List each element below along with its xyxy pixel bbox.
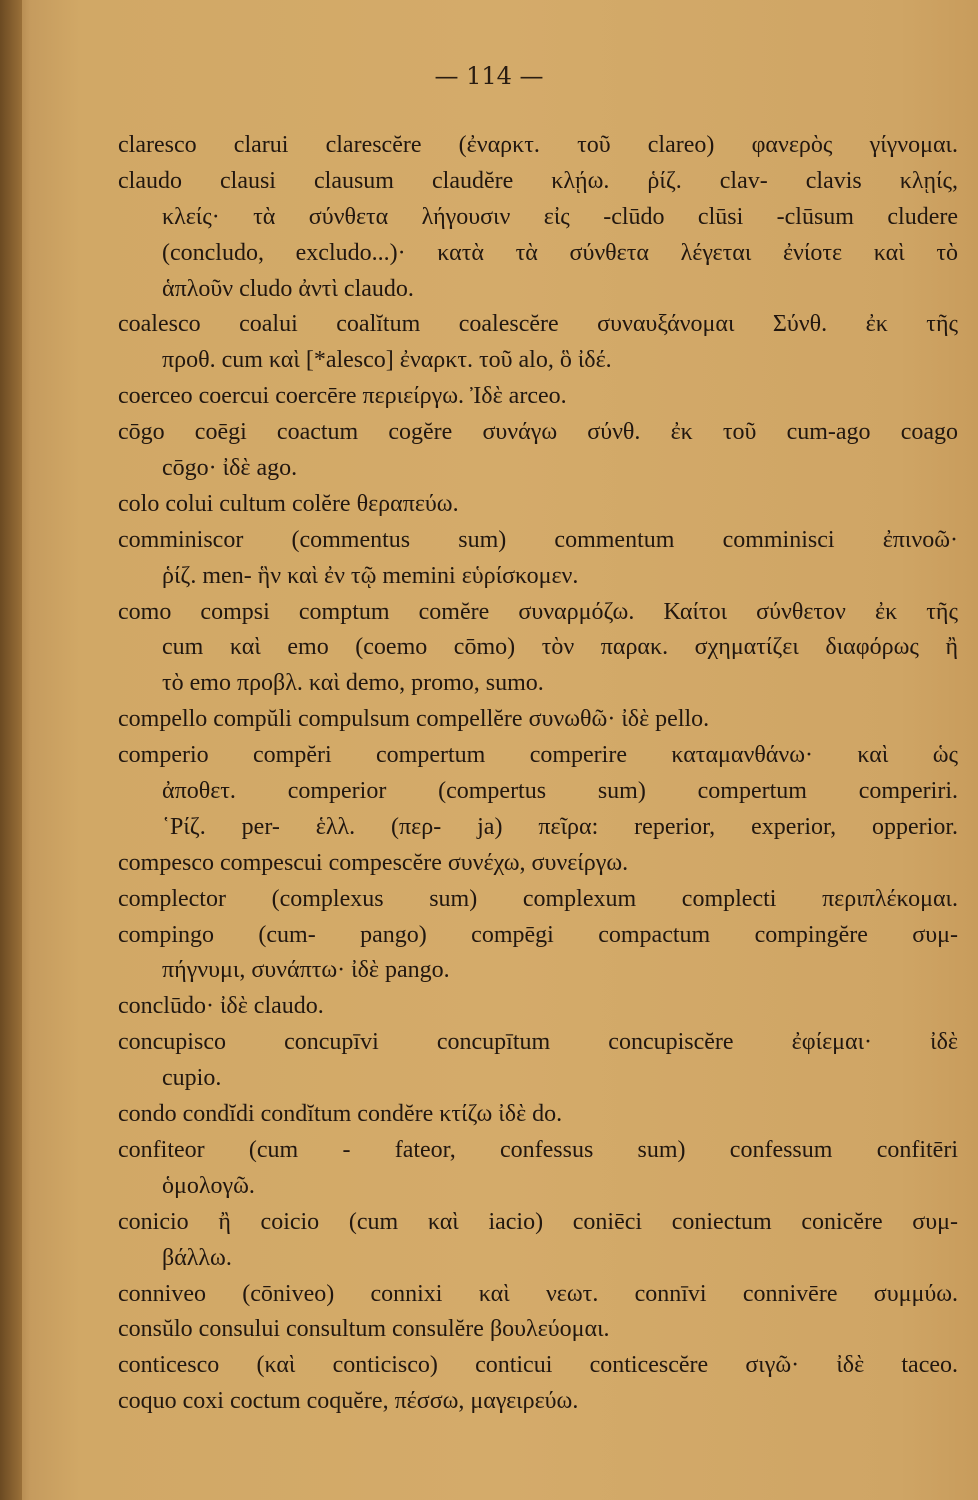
- text-line: conticesco (καὶ conticisco) conticui conticescĕre σιγῶ· ἰδὲ taceo.: [118, 1352, 958, 1379]
- text-line: compello compŭli compulsum compellĕre συνωθῶ· ἰδὲ pello.: [118, 706, 710, 733]
- text-line: ῥίζ. men- ἣν καὶ ἐν τῷ memini εὑρίσκομεν.: [162, 562, 579, 589]
- text-line: cōgo· ἰδὲ ago.: [162, 455, 298, 482]
- text-line: comperio compĕri compertum comperire καταμανθάνω· καὶ ὡς: [118, 742, 958, 769]
- text-line: βάλλω.: [162, 1244, 232, 1271]
- text-line: προθ. cum καὶ [*alesco] ἐναρκτ. τοῦ alo, ὃ ἰδέ.: [162, 347, 612, 374]
- text-line: colo colui cultum colĕre θεραπεύω.: [118, 490, 459, 517]
- text-line: concupisco concupīvi concupītum concupiscĕre ἐφίεμαι· ἰδὲ: [118, 1029, 958, 1056]
- text-line: κλείς· τὰ σύνθετα λήγουσιν εἰς -clūdo clūsi -clūsum cludere: [162, 203, 958, 230]
- dictionary-text-block: [118, 128, 958, 1420]
- text-line: cupio.: [162, 1065, 222, 1092]
- text-line: πήγνυμι, συνάπτω· ἰδὲ pango.: [162, 957, 450, 984]
- text-line: complector (complexus sum) complexum complecti περιπλέκομαι.: [118, 885, 958, 912]
- text-line: comminiscor (commentus sum) commentum comminisci ἐπινοῶ·: [118, 526, 958, 553]
- text-line: claresco clarui clarescĕre (ἐναρκτ. τοῦ clareo) φανερὸς γίγνομαι.: [118, 132, 959, 158]
- text-line: (concludo, excludo...)· κατὰ τὰ σύνθετα λέγεται ἐνίοτε καὶ τὸ: [162, 239, 958, 266]
- book-spine-shadow: [0, 0, 22, 1500]
- text-line: condo condĭdi condĭtum condĕre κτίζω ἰδὲ do.: [118, 1101, 563, 1128]
- text-line: como compsi comptum comĕre συναρμόζω. Καίτοι σύνθετον ἐκ τῆς: [118, 598, 958, 625]
- text-line: conniveo (cōniveo) connixi καὶ νεωτ. connīvi connivēre συμμύω.: [118, 1280, 958, 1307]
- text-line: ῾Ρίζ. per- ἑλλ. (περ- ja) πεῖρα: reperior, experior, opperior.: [162, 813, 958, 840]
- text-line: ἁπλοῦν cludo ἀντὶ claudo.: [162, 275, 414, 302]
- text-line: conclūdo· ἰδὲ claudo.: [118, 993, 324, 1020]
- text-line: compingo (cum- pango) compēgi compactum compingĕre συμ-: [118, 921, 958, 948]
- text-line: cum καὶ emo (coemo cōmo) τὸν παρακ. σχηματίζει διαφόρως ἢ: [162, 634, 958, 661]
- text-line: coquo coxi coctum coquĕre, πέσσω, μαγειρεύω.: [118, 1388, 579, 1415]
- text-line: coerceo coercui coercēre περιείργω. Ἰδὲ arceo.: [118, 383, 567, 410]
- text-line: consŭlo consului consultum consulĕre βουλεύομαι.: [118, 1316, 610, 1343]
- text-line: ἀποθετ. comperior (compertus sum) compertum comperiri.: [162, 778, 958, 805]
- text-line: confiteor (cum - fateor, confessus sum) confessum confitēri: [118, 1136, 958, 1163]
- text-line: τὸ emo προβλ. καὶ demo, promo, sumo.: [162, 670, 544, 697]
- text-line: cōgo coēgi coactum cogĕre συνάγω σύνθ. ἐκ τοῦ cum-ago coago: [118, 419, 958, 446]
- text-line: ὁμολογῶ.: [162, 1172, 255, 1199]
- text-line: conicio ἢ coicio (cum καὶ iacio) coniēci coniectum conicĕre συμ-: [118, 1208, 958, 1235]
- text-line: compesco compescui compescĕre συνέχω, συνείργω.: [118, 849, 629, 876]
- page-number: — 114 —: [434, 62, 544, 90]
- text-line: claudo clausi clausum claudĕre κλῄω. ῥίζ. clav- clavis κλῃίς,: [118, 167, 958, 194]
- text-line: coalesco coalui coalĭtum coalescĕre συναυξάνομαι Σύνθ. ἐκ τῆς: [118, 311, 958, 338]
